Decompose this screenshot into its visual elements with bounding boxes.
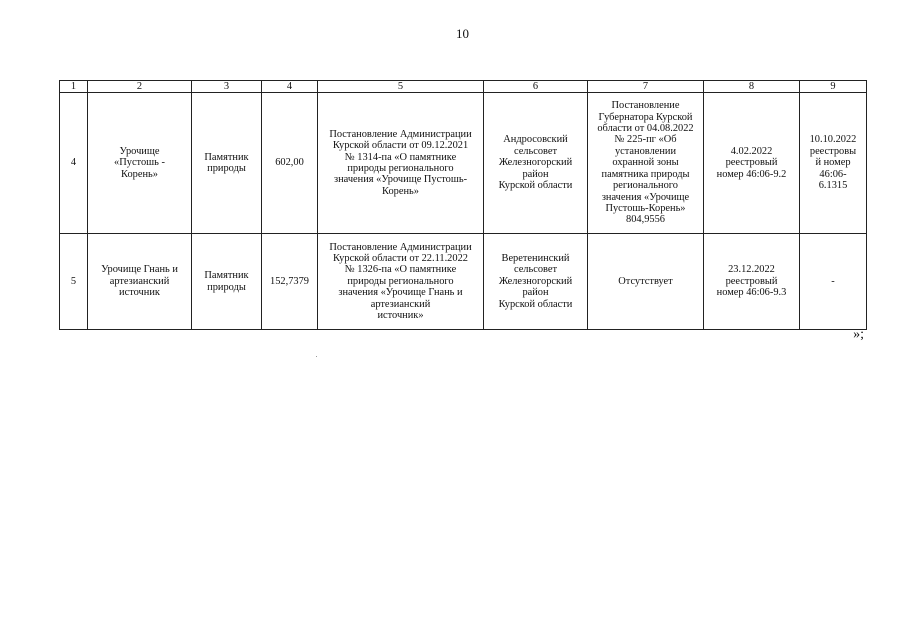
category-cell (192, 234, 262, 330)
cell-line: Урочище (119, 145, 160, 157)
cell-line: значения «Урочище (601, 191, 690, 203)
cell-line: 10.10.2022 (809, 134, 857, 146)
cell-line: номер 46:06-9.2 (716, 168, 787, 180)
cell-line: значения «Урочище Гнань и (338, 287, 463, 299)
row-number-cell: 5 (60, 234, 88, 330)
zone-registry-cell (800, 234, 867, 330)
cell-line: значения «Урочище Пустошь- (333, 174, 468, 186)
natural-monuments-table (59, 80, 867, 330)
cell-line: район (522, 287, 549, 299)
table-row (60, 93, 867, 234)
cell-line: Веретенинский (501, 252, 570, 264)
column-header: 2 (88, 81, 192, 93)
column-header: 7 (588, 81, 704, 93)
cell-line: природы регионального (347, 163, 454, 174)
cell-line: Андросовский (503, 134, 568, 146)
cell-line: Железногорский (498, 157, 573, 169)
cell-line: Железногорский (498, 275, 573, 287)
column-number-row (60, 81, 867, 93)
cell-line: Курской области (498, 180, 573, 192)
cell-line: области от 04.08.2022 (597, 123, 694, 135)
cell-line: охранной зоны (612, 157, 679, 169)
location-cell (484, 93, 588, 234)
column-header: 1 (60, 81, 88, 93)
cell-line: Курской области от 09.12.2021 (332, 140, 469, 152)
cell-line: Постановление Администрации (329, 128, 472, 140)
cell-line: сельсовет (513, 264, 558, 276)
cell-line: Постановление Администрации (329, 241, 472, 253)
registry-cell (704, 93, 800, 234)
cell-line: Отсутствует (618, 275, 673, 287)
column-header: 8 (704, 81, 800, 93)
cell-line: артезианский (370, 298, 431, 310)
cell-line: - (831, 275, 835, 287)
cell-line: № 1314-па «О памятнике (344, 151, 457, 163)
cell-line: «Пустошь - (114, 157, 165, 169)
category-cell (192, 93, 262, 234)
cell-line: реестровый (725, 157, 778, 169)
cell-line: артезианский (109, 275, 170, 287)
cell-line: источник (119, 287, 160, 299)
cell-line: регионального (613, 180, 678, 192)
cell-line: реестровы (809, 145, 857, 157)
row-number-cell: 4 (60, 93, 88, 234)
column-header: 6 (484, 81, 588, 93)
zone-registry-cell (800, 93, 867, 234)
location-cell (484, 234, 588, 330)
cell-line: Корень» (382, 185, 419, 197)
cell-line: сельсовет (513, 145, 558, 157)
area-cell: 602,00 (262, 93, 318, 234)
cell-line: Курской области от 22.11.2022 (333, 252, 468, 264)
monument-name-cell (88, 93, 192, 234)
cell-line: Постановление (611, 100, 680, 112)
registry-cell (704, 234, 800, 330)
decree-cell (318, 93, 484, 234)
column-header: 9 (800, 81, 867, 93)
page-number: 10 (456, 26, 469, 41)
cell-line: район (522, 168, 549, 180)
cell-line: источник» (377, 310, 424, 322)
scan-artifact (316, 356, 317, 357)
cell-line: Урочище Гнань и (101, 264, 178, 276)
cell-line: реестровый (725, 275, 778, 287)
closing-quote-mark: »; (853, 327, 864, 342)
column-header: 5 (318, 81, 484, 93)
cell-line: природы регионального (347, 275, 454, 287)
cell-line: й номер (815, 157, 851, 169)
cell-line: установлении (614, 145, 677, 157)
protection-zone-cell (588, 234, 704, 330)
cell-line: 23.12.2022 (728, 264, 775, 276)
cell-line: Курской области (498, 298, 573, 310)
cell-line: 6.1315 (818, 180, 848, 192)
cell-line: Губернатора Курской (598, 111, 693, 123)
cell-line: номер 46:06-9.3 (716, 287, 787, 299)
cell-line: природы (207, 163, 246, 174)
cell-line: Памятник (204, 151, 249, 163)
cell-line: природы (207, 281, 246, 293)
cell-line: № 225-пг «Об (614, 134, 677, 146)
cell-line: Корень» (121, 168, 158, 180)
cell-line: 804,9556 (626, 214, 665, 226)
cell-line: памятника природы (601, 168, 690, 180)
cell-line: 4.02.2022 (730, 145, 773, 157)
cell-line: № 1326-па «О памятнике (344, 264, 457, 276)
protection-zone-cell (588, 93, 704, 234)
cell-line: Памятник (204, 270, 249, 282)
area-cell: 152,7379 (262, 234, 318, 330)
table-row (60, 234, 867, 330)
column-header: 4 (262, 81, 318, 93)
column-header: 3 (192, 81, 262, 93)
cell-line: Пустошь-Корень» (605, 202, 686, 214)
cell-line: 46:06- (819, 168, 847, 180)
decree-cell (318, 234, 484, 330)
monument-name-cell (88, 234, 192, 330)
